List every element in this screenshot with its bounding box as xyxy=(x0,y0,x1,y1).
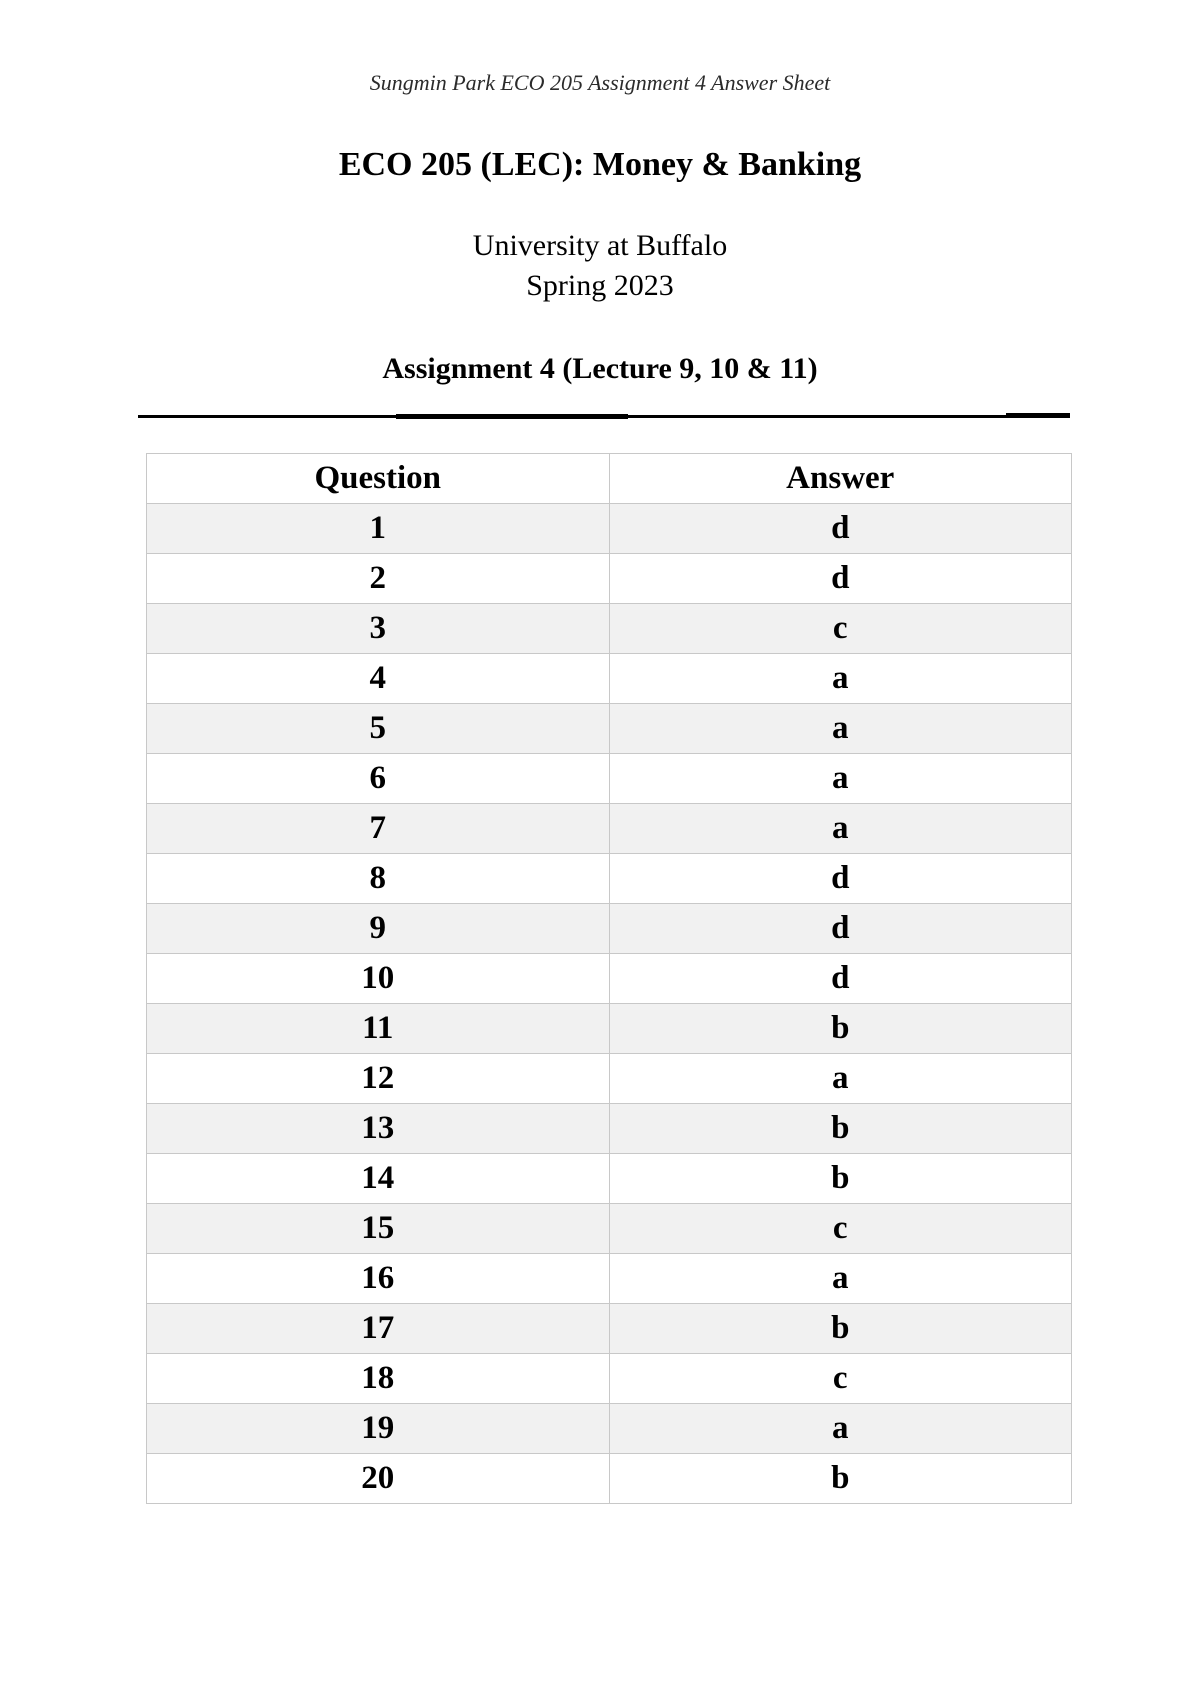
table-row xyxy=(147,854,1072,904)
answer-letter: a xyxy=(609,1404,1072,1454)
term: Spring 2023 xyxy=(526,269,674,302)
table-row xyxy=(147,1354,1072,1404)
question-number: 5 xyxy=(147,704,610,754)
table-row xyxy=(147,1054,1072,1104)
answer-letter: d xyxy=(609,554,1072,604)
table-row xyxy=(147,654,1072,704)
table-row xyxy=(147,554,1072,604)
answer-letter: a xyxy=(609,654,1072,704)
table-row xyxy=(147,1104,1072,1154)
answer-letter: b xyxy=(609,1004,1072,1054)
question-number: 3 xyxy=(147,604,610,654)
answer-letter: c xyxy=(609,604,1072,654)
question-number: 16 xyxy=(147,1254,610,1304)
answer-letter: b xyxy=(609,1304,1072,1354)
answer-letter: d xyxy=(609,854,1072,904)
answer-letter: a xyxy=(609,804,1072,854)
running-header: Sungmin Park ECO 205 Assignment 4 Answer Sheet xyxy=(369,70,831,95)
question-number: 2 xyxy=(147,554,610,604)
table-row xyxy=(147,804,1072,854)
answer-letter: b xyxy=(609,1154,1072,1204)
table-row xyxy=(147,504,1072,554)
question-number: 9 xyxy=(147,904,610,954)
column-header-question: Question xyxy=(147,454,610,504)
table-row xyxy=(147,1254,1072,1304)
answer-letter: b xyxy=(609,1104,1072,1154)
question-number: 10 xyxy=(147,954,610,1004)
question-number: 6 xyxy=(147,754,610,804)
column-header-answer: Answer xyxy=(609,454,1072,504)
question-number: 4 xyxy=(147,654,610,704)
answer-letter: a xyxy=(609,704,1072,754)
question-number: 1 xyxy=(147,504,610,554)
question-number: 19 xyxy=(147,1404,610,1454)
answer-letter: b xyxy=(609,1454,1072,1504)
table-header-row xyxy=(147,454,1072,504)
table-row xyxy=(147,904,1072,954)
question-number: 15 xyxy=(147,1204,610,1254)
table-row xyxy=(147,1404,1072,1454)
table-row xyxy=(147,1004,1072,1054)
answer-letter: a xyxy=(609,1254,1072,1304)
assignment-title: Assignment 4 (Lecture 9, 10 & 11) xyxy=(382,352,818,385)
answer-letter: d xyxy=(609,954,1072,1004)
table-row xyxy=(147,1304,1072,1354)
answer-letter: a xyxy=(609,754,1072,804)
horizontal-divider-accent xyxy=(1006,413,1070,418)
table-row xyxy=(147,704,1072,754)
answer-table xyxy=(146,453,1072,1504)
question-number: 14 xyxy=(147,1154,610,1204)
institution-block xyxy=(0,226,1200,306)
question-number: 18 xyxy=(147,1354,610,1404)
course-title: ECO 205 (LEC): Money & Banking xyxy=(338,146,862,183)
answer-letter: c xyxy=(609,1354,1072,1404)
answer-letter: c xyxy=(609,1204,1072,1254)
horizontal-divider-accent xyxy=(396,414,628,419)
question-number: 17 xyxy=(147,1304,610,1354)
question-number: 11 xyxy=(147,1004,610,1054)
question-number: 7 xyxy=(147,804,610,854)
table-row xyxy=(147,1454,1072,1504)
table-row xyxy=(147,1154,1072,1204)
answer-letter: a xyxy=(609,1054,1072,1104)
table-row xyxy=(147,604,1072,654)
table-row xyxy=(147,1204,1072,1254)
question-number: 8 xyxy=(147,854,610,904)
table-row xyxy=(147,754,1072,804)
question-number: 13 xyxy=(147,1104,610,1154)
table-row xyxy=(147,954,1072,1004)
answer-letter: d xyxy=(609,904,1072,954)
question-number: 12 xyxy=(147,1054,610,1104)
university-name: University at Buffalo xyxy=(472,229,728,262)
answer-letter: d xyxy=(609,504,1072,554)
question-number: 20 xyxy=(147,1454,610,1504)
